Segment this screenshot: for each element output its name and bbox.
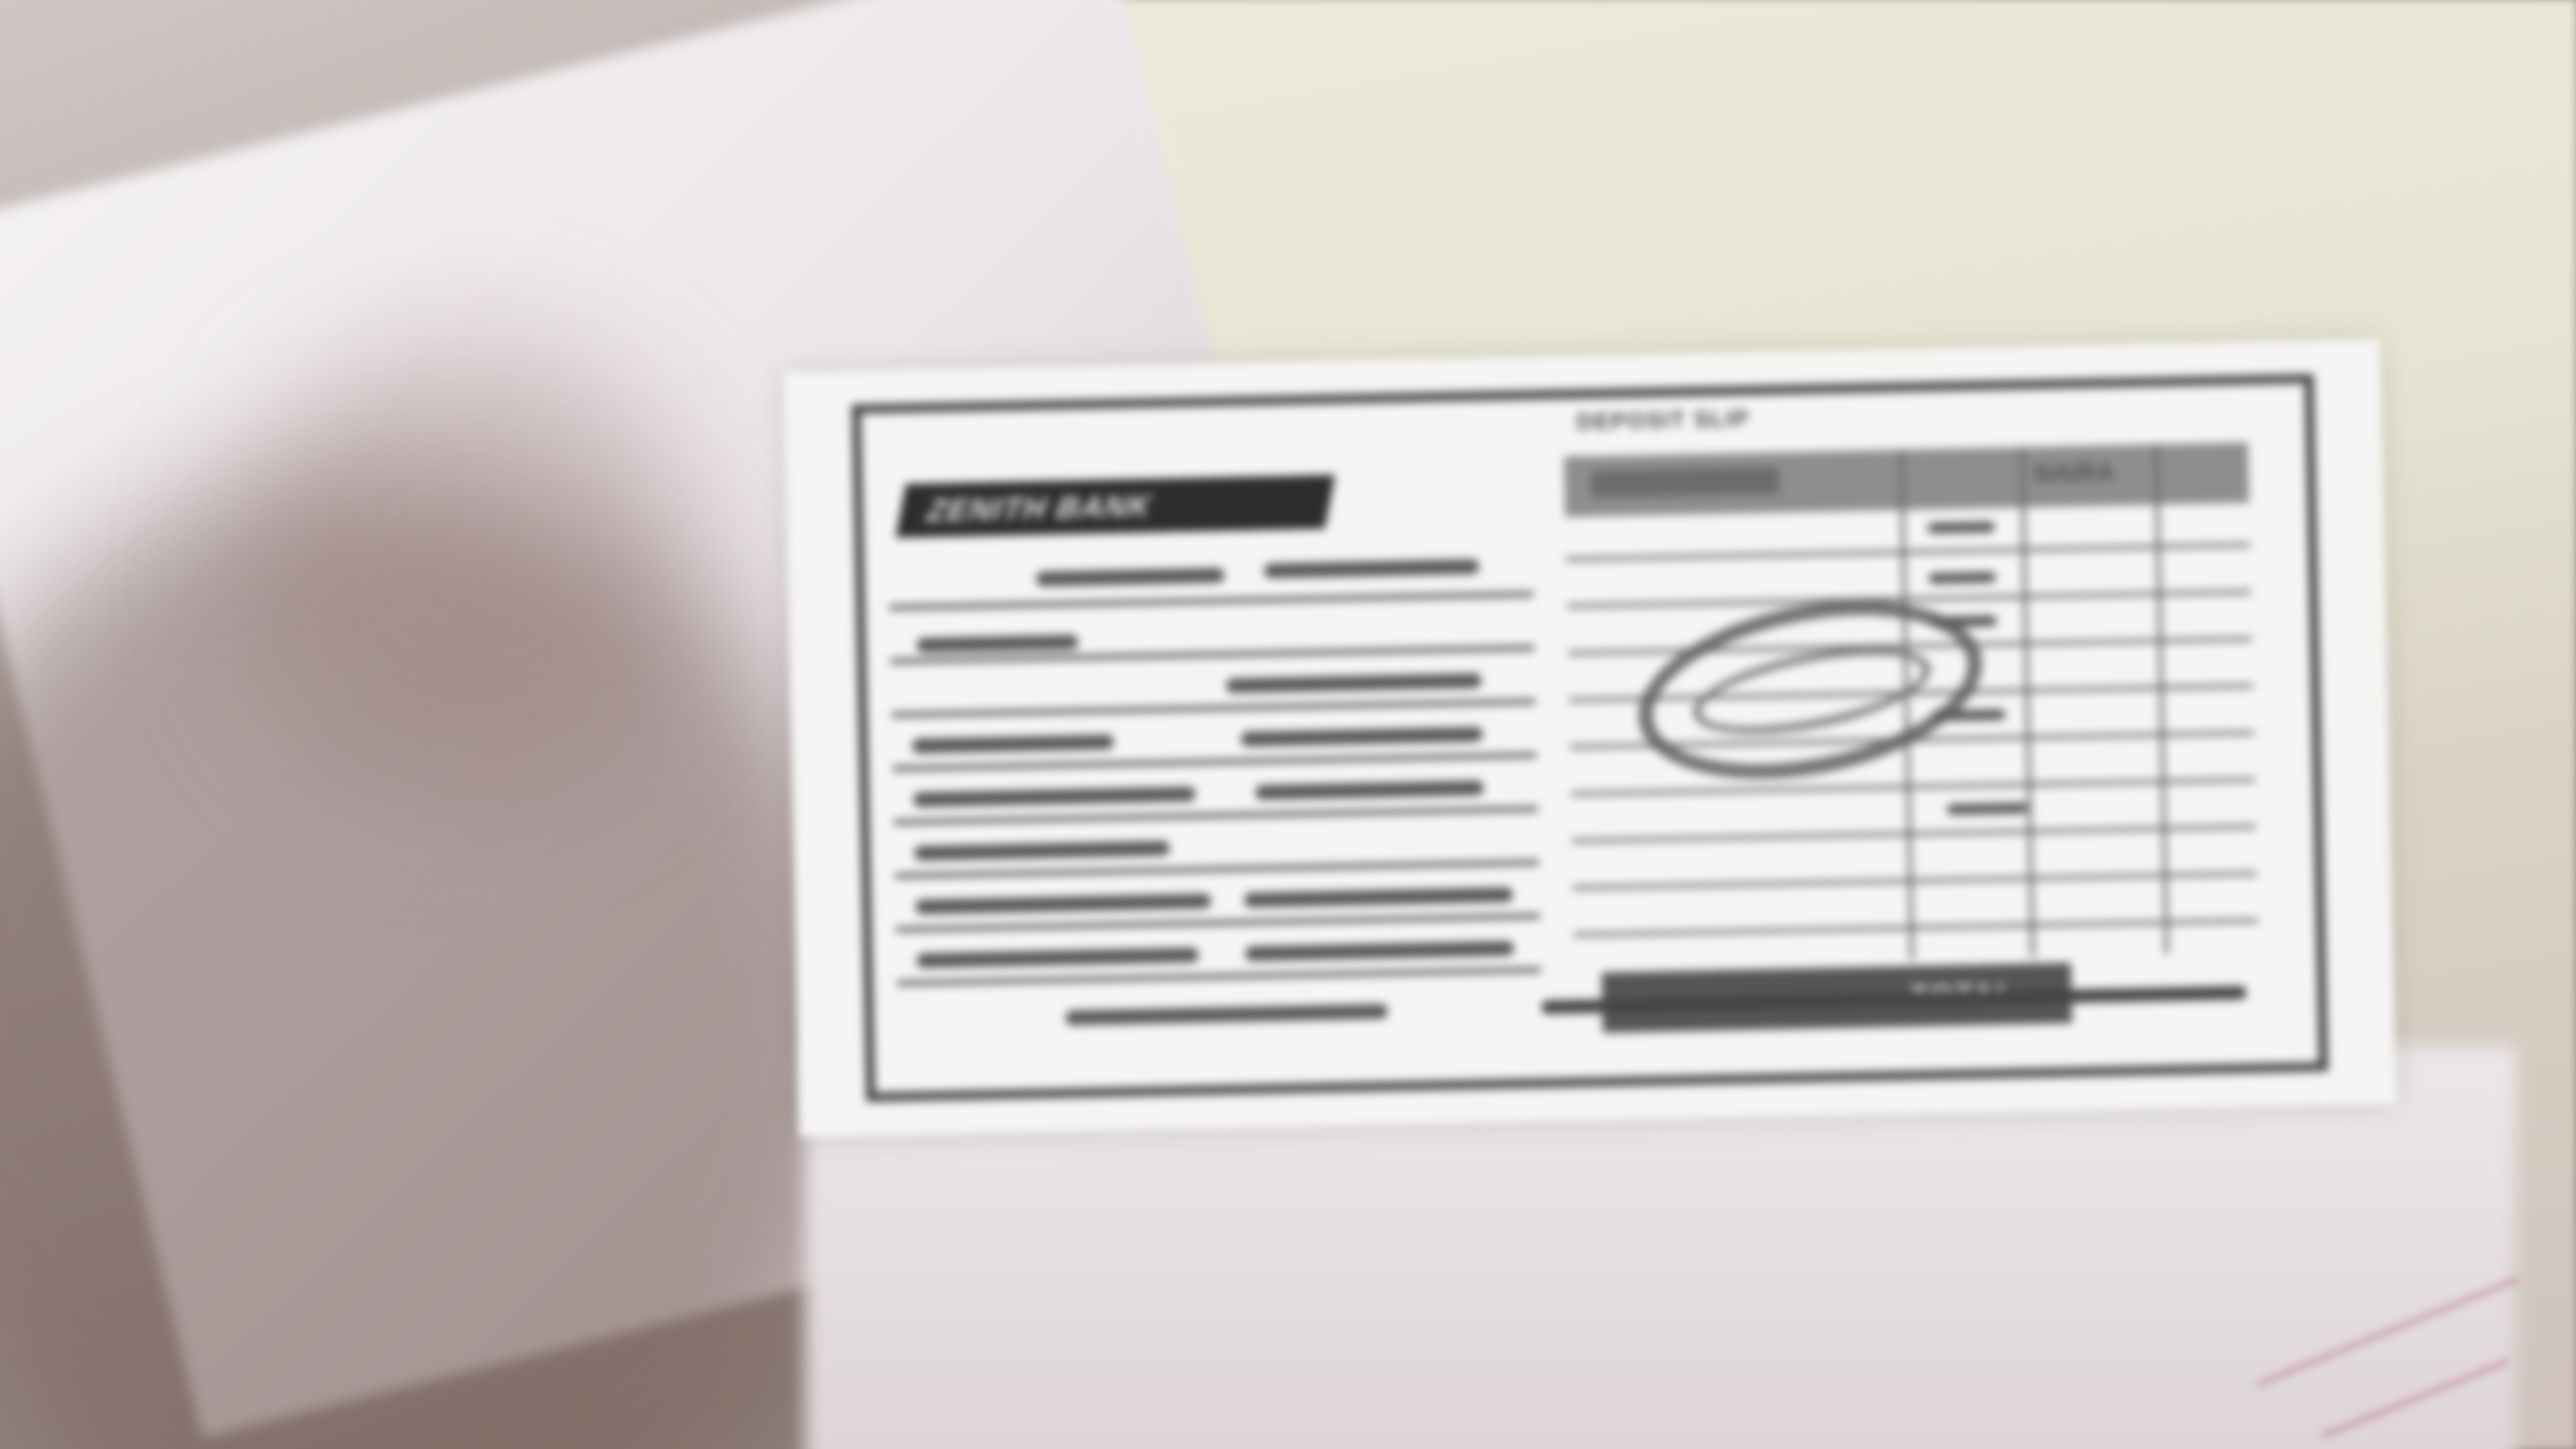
form-line xyxy=(897,967,1541,986)
hand-shadow-upper xyxy=(235,335,704,805)
receipt-card xyxy=(784,339,2396,1137)
bank-logo-text: ZENITH BANK xyxy=(924,488,1155,528)
table-row-line xyxy=(1571,777,2255,796)
deposit-slip-title: DEPOSIT SLIP xyxy=(1576,405,1750,435)
receipt-right-panel xyxy=(1563,388,2261,1046)
handwriting xyxy=(1036,568,1224,586)
handwriting xyxy=(1255,780,1483,800)
table-row-line xyxy=(1574,918,2258,936)
signature xyxy=(1065,1004,1387,1025)
form-line xyxy=(896,914,1540,932)
bank-stamp-inner-ring xyxy=(1686,631,1938,751)
handwriting xyxy=(914,841,1169,861)
handwriting xyxy=(1947,802,2027,815)
handwriting xyxy=(1226,673,1481,693)
handwriting xyxy=(1241,727,1483,747)
table-header xyxy=(1564,442,2249,517)
table-row-line xyxy=(1573,871,2257,890)
handwriting xyxy=(1264,559,1479,578)
handwriting xyxy=(913,786,1195,807)
handwriting xyxy=(1245,941,1513,961)
handwriting xyxy=(917,947,1199,968)
bank-stamp xyxy=(1623,574,1998,806)
table-header-cell xyxy=(1591,467,1780,498)
form-line xyxy=(890,592,1534,610)
receipt-left-panel xyxy=(886,430,1570,1068)
form-line xyxy=(894,806,1538,825)
bank-logo xyxy=(896,475,1335,538)
table-row-line xyxy=(1572,824,2256,843)
form-line xyxy=(895,860,1539,879)
form-line xyxy=(892,699,1536,718)
amount-header: NAIRA xyxy=(2033,458,2115,489)
handwriting xyxy=(1244,887,1513,907)
form-line xyxy=(893,753,1537,771)
table-row-line xyxy=(1566,543,2250,561)
handwriting xyxy=(916,894,1211,914)
handwriting xyxy=(1929,572,1996,584)
handwriting xyxy=(912,735,1114,753)
handwriting xyxy=(917,635,1078,653)
handwriting xyxy=(1927,521,1994,533)
